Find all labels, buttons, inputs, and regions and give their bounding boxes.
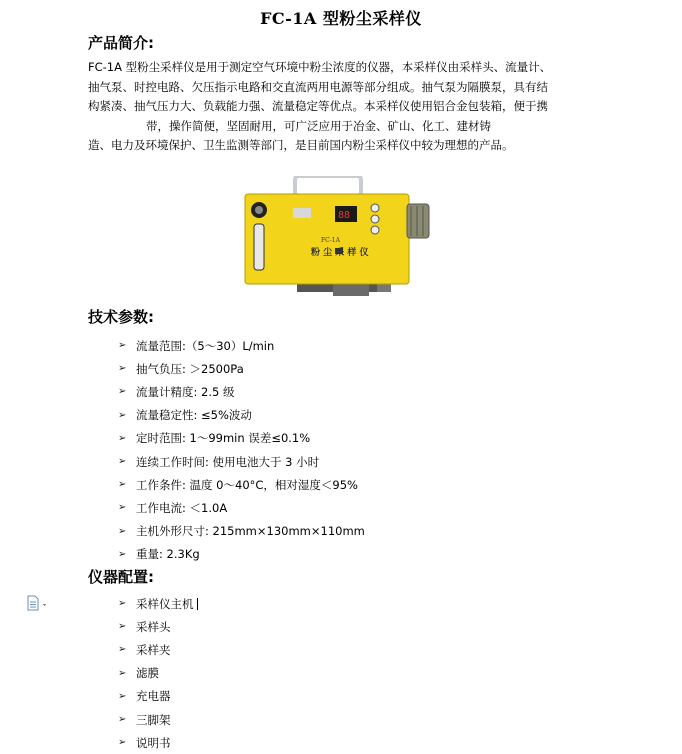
document-title: FC-1A 型粉尘采样仪 bbox=[260, 9, 422, 28]
list-item: ➢ 定时范围: 1～99min 误差≤0.1% bbox=[118, 431, 311, 446]
document-icon[interactable] bbox=[26, 595, 52, 611]
svg-text:88: 88 bbox=[338, 210, 351, 221]
intro-line: 造、电力及环境保护、卫生监测等部门，是目前国内粉尘采样仪中较为理想的产品。 bbox=[88, 138, 514, 152]
list-item: ➢ 连续工作时间: 使用电池大于 3 小时 bbox=[118, 454, 320, 469]
list-item: ➢ 流量计精度: 2.5 级 bbox=[118, 384, 235, 399]
bullet-icon: ➢ bbox=[118, 456, 127, 468]
intro-paragraph bbox=[88, 58, 588, 156]
specs-list bbox=[118, 334, 365, 566]
list-item: ➢ 重量: 2.3Kg bbox=[118, 547, 200, 562]
list-item: ➢ 抽气负压: ＞2500Pa bbox=[118, 361, 244, 376]
bullet-icon: ➢ bbox=[118, 340, 127, 352]
list-item: ➢ 主机外形尺寸: 215mm×130mm×110mm bbox=[118, 524, 365, 539]
list-item: ➢ 工作电流: ＜1.0A bbox=[118, 500, 228, 515]
bullet-icon: ➢ bbox=[118, 737, 127, 749]
list-item: ➢ 三脚架 bbox=[118, 712, 171, 727]
bullet-icon: ➢ bbox=[118, 409, 127, 421]
list-item: ➢ 采样夹 bbox=[118, 642, 171, 657]
list-item: ➢ 流量稳定性: ≤5%波动 bbox=[118, 408, 252, 423]
bullet-icon: ➢ bbox=[118, 621, 127, 633]
bullet-icon: ➢ bbox=[118, 667, 127, 679]
intro-line: 带，操作简便，坚固耐用，可广泛应用于冶金、矿山、化工、建材铸 bbox=[146, 118, 491, 133]
list-item: ➢ 流量范围:（5～30）L/min bbox=[118, 338, 275, 353]
list-item: ➢ 充电器 bbox=[118, 689, 171, 704]
bullet-icon: ➢ bbox=[118, 432, 127, 444]
intro-line: 抽气泵、时控电路、欠压指示电路和交直流两用电源等部分组成。抽气泵为隔膜泵，具有结 bbox=[88, 79, 548, 94]
bullet-icon: ➢ bbox=[118, 714, 127, 726]
intro-heading: 产品简介: bbox=[88, 34, 154, 52]
bullet-icon: ➢ bbox=[118, 525, 127, 537]
list-item: ➢ 采样头 bbox=[118, 619, 171, 634]
config-list bbox=[118, 592, 198, 754]
bullet-icon: ➢ bbox=[118, 548, 127, 560]
bullet-icon: ➢ bbox=[118, 479, 127, 491]
bullet-icon: ➢ bbox=[118, 598, 127, 610]
device-model-label: FC-1A bbox=[321, 237, 340, 244]
list-item: ➢ 滤膜 bbox=[118, 666, 159, 681]
specs-heading: 技术参数: bbox=[88, 308, 154, 326]
list-item: ➢ 采样仪主机 bbox=[118, 592, 198, 615]
bullet-icon: ➢ bbox=[118, 386, 127, 398]
list-item: ➢ 说明书 bbox=[118, 735, 171, 750]
config-heading: 仪器配置: bbox=[88, 568, 154, 586]
device-name-label: 粉 尘 采 样 仪 bbox=[311, 248, 369, 258]
list-item: ➢ 工作条件: 温度 0～40°C，相对湿度＜95% bbox=[118, 477, 358, 492]
bullet-icon: ➢ bbox=[118, 644, 127, 656]
bullet-icon: ➢ bbox=[118, 502, 127, 514]
intro-line: FC-1A 型粉尘采样仪是用于测定空气环境中粉尘浓度的仪器，本采样仪由采样头、流量计、 bbox=[88, 60, 552, 74]
intro-line: 构紧凑、抽气压力大、负载能力强、流量稳定等优点。本采样仪使用铝合金包装箱，便于携 bbox=[88, 99, 548, 113]
bullet-icon: ➢ bbox=[118, 363, 127, 375]
bullet-icon: ➢ bbox=[118, 690, 127, 702]
product-photo bbox=[237, 176, 437, 298]
text-cursor bbox=[197, 598, 199, 610]
